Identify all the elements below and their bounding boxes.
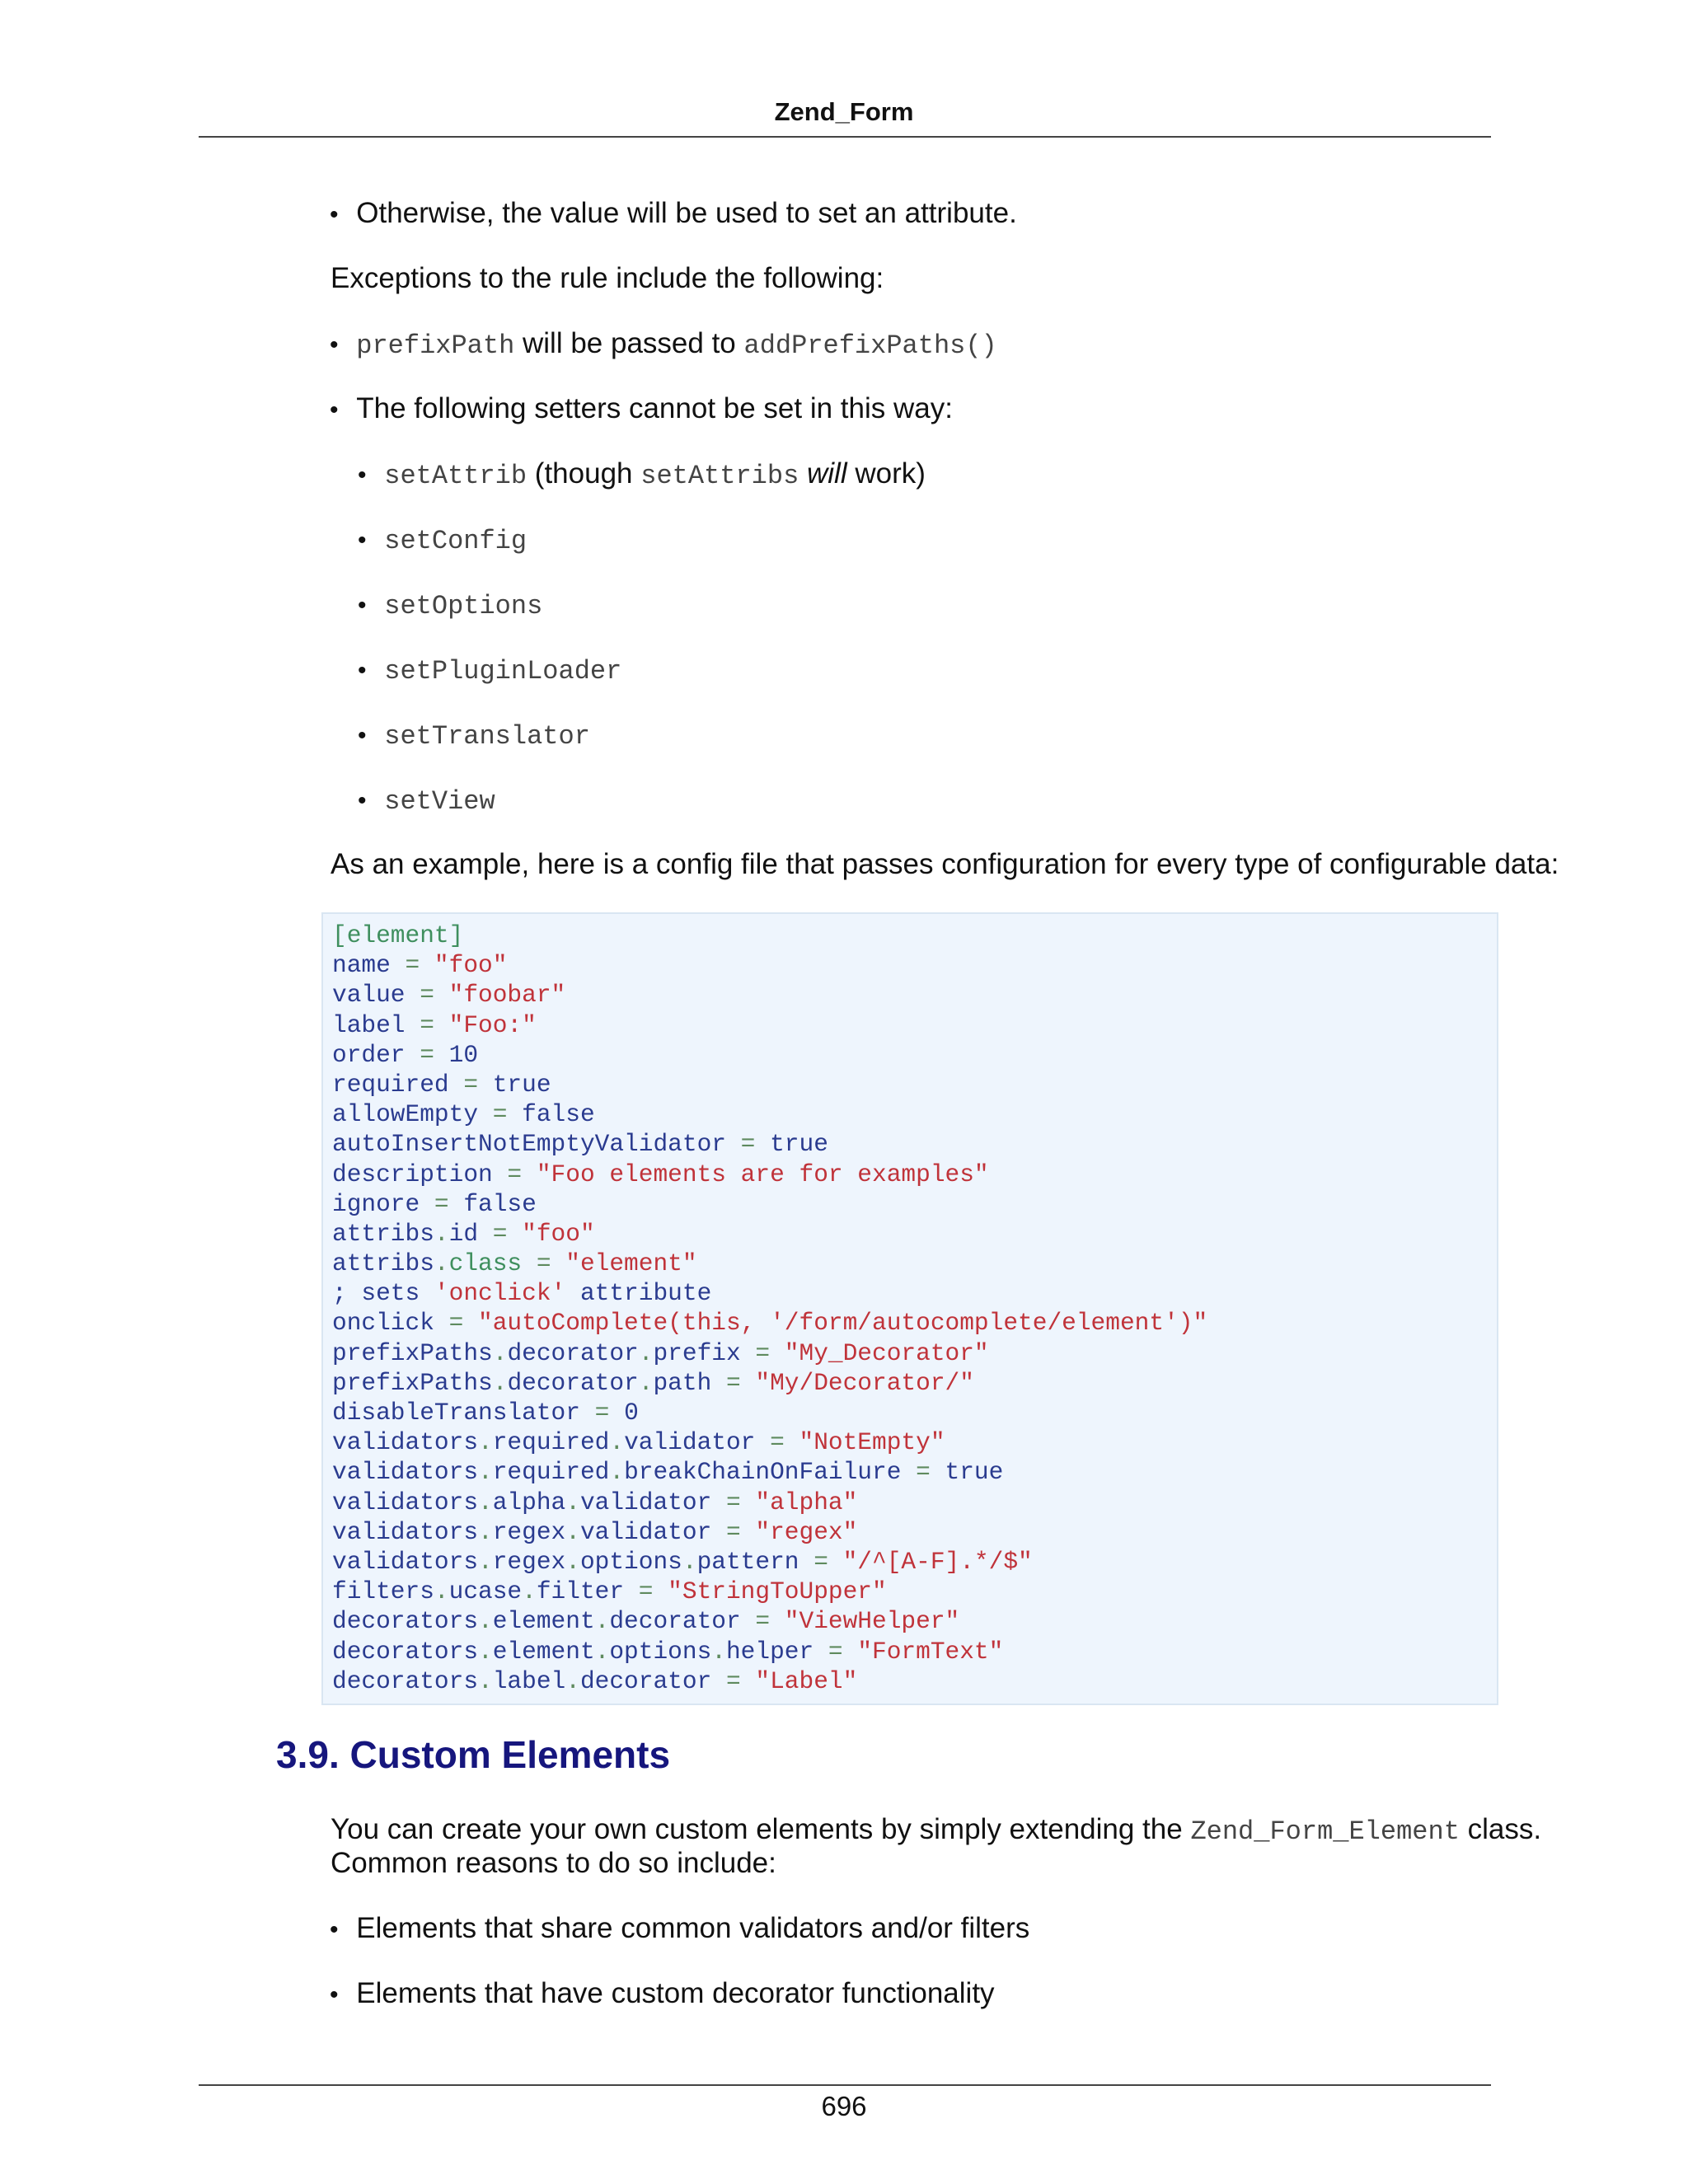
code-token-key: 0 <box>624 1399 639 1427</box>
code-token-key: validators <box>332 1458 479 1487</box>
code-token-sec: [element] <box>332 921 464 949</box>
code-token-key: attribs <box>332 1219 434 1248</box>
code-token-op: = <box>814 1637 858 1666</box>
code-token-str: "regex" <box>755 1517 858 1546</box>
exceptions-intro: Exceptions to the rule include the following: <box>331 262 884 294</box>
code-line <box>332 1517 1207 1547</box>
code-token-key: onclick <box>332 1309 434 1338</box>
code-token-key: validators <box>332 1428 479 1457</box>
code-token-key: validator <box>624 1428 756 1457</box>
code-token-key: required <box>492 1458 610 1487</box>
code-token-str: "foobar" <box>448 981 566 1010</box>
code-token-op: = <box>901 1458 945 1487</box>
bullet-text: Elements that have custom decorator functionality <box>356 1977 995 2009</box>
code-token-key: required <box>492 1428 610 1457</box>
bullet-text: The following setters cannot be set in this way: <box>356 392 953 424</box>
code-setattrib: setAttrib <box>384 461 528 491</box>
code-token-op: = <box>711 1488 756 1516</box>
code-token-key: allowEmpty <box>332 1100 479 1129</box>
code-token-key: element <box>492 1607 595 1636</box>
code-token-op: . <box>594 1637 610 1666</box>
code-token-key: true <box>492 1070 551 1099</box>
code-token-op: = <box>405 1040 449 1069</box>
code-setter: setConfig <box>384 526 528 556</box>
code-line <box>332 1427 1207 1457</box>
bullet-text: Elements that share common validators and/or filters <box>356 1912 1030 1944</box>
page-number: 696 <box>821 2091 867 2121</box>
code-token-key: decorator <box>507 1368 639 1397</box>
code-line <box>332 1547 1207 1577</box>
code-token-key: autoInsertNotEmptyValidator <box>332 1130 726 1159</box>
code-line <box>332 1488 1207 1517</box>
code-setter: setOptions <box>384 591 543 621</box>
code-token-key: breakChainOnFailure <box>624 1458 902 1487</box>
bullet-item-setters <box>330 391 953 428</box>
bullet-text-space <box>799 457 807 490</box>
code-line <box>332 921 1207 950</box>
bullet-marker: • <box>330 396 339 424</box>
bullet-text: (though <box>527 457 641 490</box>
code-token-key: decorators <box>332 1637 479 1666</box>
code-token-op: = <box>405 981 449 1010</box>
code-token-str: "NotEmpty" <box>799 1428 945 1457</box>
bullet-marker: • <box>330 331 339 359</box>
code-token-str: "Label" <box>755 1666 858 1695</box>
bullet-item-reason <box>330 1976 995 2013</box>
code-token-op: = <box>740 1338 785 1367</box>
code-token-key: description <box>332 1160 493 1188</box>
code-token-key: helper <box>725 1637 814 1666</box>
code-token-op: . <box>478 1666 493 1695</box>
code-token-key: prefix <box>653 1338 741 1367</box>
code-token-op: = <box>579 1399 625 1427</box>
code-setter: setTranslator <box>384 721 590 752</box>
code-token-str: "foo" <box>434 951 508 980</box>
code-line <box>332 1577 1207 1606</box>
bullet-text: work) <box>846 457 926 490</box>
code-token-op: = <box>711 1666 756 1695</box>
code-token-key: id <box>448 1219 479 1248</box>
nested-bullet-setter <box>358 652 621 689</box>
code-token-op: . <box>478 1428 493 1457</box>
code-token-op: . <box>609 1428 625 1457</box>
bullet-marker: • <box>358 787 367 814</box>
code-line <box>332 1249 1207 1278</box>
code-token-key: regex <box>492 1517 566 1546</box>
code-token-op: . <box>478 1547 493 1576</box>
bullet-marker: • <box>358 722 367 749</box>
code-token-key: validators <box>332 1547 479 1576</box>
nested-bullet-setattrib <box>358 457 926 494</box>
code-token-key: pattern <box>696 1547 799 1576</box>
code-token-str: "element" <box>565 1249 697 1278</box>
footer-rule <box>199 2084 1491 2086</box>
code-line <box>332 1666 1207 1696</box>
bullet-text: Otherwise, the value will be used to set an attribute. <box>356 197 1017 229</box>
code-token-op: = <box>725 1130 771 1159</box>
code-token-key: false <box>463 1189 537 1218</box>
code-token-key: decorator <box>507 1338 639 1367</box>
code-token-op: . <box>565 1666 580 1695</box>
code-setter: setView <box>384 786 495 817</box>
code-prefixpath: prefixPath <box>356 330 515 361</box>
code-token-str: "/^[A-F].*/$" <box>842 1547 1033 1576</box>
code-token-key: validator <box>579 1517 712 1546</box>
code-token-op: . <box>638 1368 654 1397</box>
code-token-op: . <box>492 1368 508 1397</box>
code-token-op: . <box>522 1577 537 1606</box>
code-token-key: ignore <box>332 1189 420 1218</box>
code-line <box>332 1338 1207 1368</box>
code-token-key: alpha <box>492 1488 566 1516</box>
code-token-key: filter <box>536 1577 625 1606</box>
code-token-str: "My/Decorator/" <box>755 1368 974 1397</box>
bullet-item <box>330 196 1017 232</box>
code-token-key: decorators <box>332 1607 479 1636</box>
code-token-op: . <box>711 1637 726 1666</box>
nested-bullet-setter <box>358 782 495 819</box>
code-token-str: "StringToUpper" <box>668 1577 887 1606</box>
code-line <box>332 1189 1207 1219</box>
code-token-op: = <box>755 1428 799 1457</box>
code-line <box>332 1070 1207 1099</box>
code-line <box>332 1160 1207 1189</box>
code-token-op: . <box>492 1338 508 1367</box>
code-token-key: disableTranslator <box>332 1399 580 1427</box>
code-token-key: 10 <box>448 1040 479 1069</box>
code-line <box>332 1219 1207 1249</box>
code-line <box>332 1457 1207 1487</box>
code-token-op: = <box>405 1010 449 1039</box>
code-token-str: "autoComplete(this, '/form/autocomplete/element')" <box>478 1309 1208 1338</box>
paragraph-text: class. <box>1459 1813 1542 1845</box>
code-token-op: . <box>478 1517 493 1546</box>
code-token-key: order <box>332 1040 406 1069</box>
code-line <box>332 1637 1207 1666</box>
code-token-key: name <box>332 951 391 980</box>
code-line <box>332 1040 1207 1070</box>
code-token-key: validators <box>332 1488 479 1516</box>
code-addprefixpaths: addPrefixPaths() <box>743 330 997 361</box>
bullet-text: will be passed to <box>514 327 744 359</box>
code-token-key: ucase <box>448 1577 523 1606</box>
code-line <box>332 1368 1207 1398</box>
code-token-op: = <box>478 1100 523 1129</box>
code-token-op: = <box>434 1309 479 1338</box>
code-token-key: decorator <box>609 1607 741 1636</box>
code-token-op: . <box>478 1637 493 1666</box>
code-token-str: "My_Decorator" <box>784 1338 989 1367</box>
code-token-key: label <box>332 1010 406 1039</box>
code-token-op: = <box>711 1368 756 1397</box>
code-token-op: = <box>478 1219 523 1248</box>
code-token-key: regex <box>492 1547 566 1576</box>
code-token-sec: class <box>448 1249 523 1278</box>
code-token-key: true <box>770 1130 828 1159</box>
code-token-op: . <box>682 1547 697 1576</box>
code-token-key: validators <box>332 1517 479 1546</box>
code-line <box>332 950 1207 980</box>
code-zend-form-element: Zend_Form_Element <box>1190 1816 1460 1847</box>
code-token-str: "FormText" <box>857 1637 1004 1666</box>
code-block <box>332 921 1207 1696</box>
code-line <box>332 1099 1207 1129</box>
code-token-op: . <box>638 1338 654 1367</box>
code-line <box>332 1010 1207 1040</box>
code-token-op: . <box>565 1488 580 1516</box>
code-token-key: decorator <box>579 1666 712 1695</box>
code-token-op: = <box>711 1517 756 1546</box>
bullet-marker: • <box>330 1981 339 2008</box>
code-token-key: false <box>522 1100 595 1129</box>
bullet-marker: • <box>358 592 367 619</box>
code-token-key: options <box>579 1547 682 1576</box>
nested-bullet-setter <box>358 717 590 754</box>
code-token-str: "Foo:" <box>448 1010 537 1039</box>
code-setattribs: setAttribs <box>640 461 799 491</box>
bullet-marker: • <box>358 462 367 489</box>
code-token-op: . <box>434 1577 449 1606</box>
code-token-op: = <box>740 1607 785 1636</box>
code-token-cmt: ; sets <box>332 1279 434 1308</box>
bullet-marker: • <box>330 201 339 228</box>
code-token-key: options <box>609 1637 712 1666</box>
bullet-marker: • <box>358 527 367 554</box>
code-token-op: . <box>609 1458 625 1487</box>
code-line <box>332 980 1207 1010</box>
bullet-marker: • <box>358 657 367 684</box>
nested-bullet-setter <box>358 522 527 559</box>
code-token-op: . <box>434 1249 449 1278</box>
bullet-item-reason <box>330 1911 1029 1947</box>
code-token-key: filters <box>332 1577 434 1606</box>
code-token-str: "alpha" <box>755 1488 858 1516</box>
code-token-str: "ViewHelper" <box>784 1607 960 1636</box>
code-token-op: = <box>448 1070 493 1099</box>
bullet-item-prefixpath <box>330 326 997 363</box>
header-rule <box>199 136 1491 138</box>
code-token-key: decorators <box>332 1666 479 1695</box>
code-token-op: . <box>478 1607 493 1636</box>
code-token-str: "Foo elements are for examples" <box>536 1160 989 1188</box>
code-line <box>332 1398 1207 1427</box>
code-token-str: 'onclick' <box>434 1279 566 1308</box>
code-setter: setPluginLoader <box>384 656 622 687</box>
code-token-op: . <box>565 1517 580 1546</box>
code-token-op: . <box>565 1547 580 1576</box>
code-token-key: attribs <box>332 1249 434 1278</box>
code-token-key: value <box>332 981 406 1010</box>
code-token-op: = <box>624 1577 668 1606</box>
code-token-key: true <box>945 1458 1004 1487</box>
section-heading: 3.9. Custom Elements <box>276 1733 671 1776</box>
code-token-key: validator <box>579 1488 712 1516</box>
code-token-op: = <box>492 1160 537 1188</box>
code-token-key: prefixPaths <box>332 1368 493 1397</box>
code-token-key: required <box>332 1070 449 1099</box>
nested-bullet-setter <box>358 587 542 624</box>
code-token-key: element <box>492 1637 595 1666</box>
code-line <box>332 1278 1207 1308</box>
code-token-op: . <box>478 1458 493 1487</box>
code-line <box>332 1308 1207 1338</box>
bullet-marker: • <box>330 1916 339 1943</box>
code-token-key: label <box>492 1666 566 1695</box>
code-listing <box>321 912 1498 1705</box>
code-token-op: . <box>434 1219 449 1248</box>
code-token-op: = <box>420 1189 464 1218</box>
emphasis-will: will <box>807 457 847 490</box>
code-line <box>332 1606 1207 1636</box>
code-token-op: = <box>799 1547 843 1576</box>
code-token-op: = <box>390 951 434 980</box>
code-token-cmt: attribute <box>565 1279 712 1308</box>
code-token-key: path <box>653 1368 712 1397</box>
running-header-title: Zend_Form <box>774 97 914 126</box>
paragraph-text: You can create your own custom elements by simply extending the <box>331 1813 1191 1845</box>
code-token-op: . <box>478 1488 493 1516</box>
custom-intro-line1 <box>331 1812 1541 1849</box>
code-token-str: "foo" <box>522 1219 595 1248</box>
example-intro: As an example, here is a config file that passes configuration for every type of configurable data: <box>331 848 1559 880</box>
code-token-key: prefixPaths <box>332 1338 493 1367</box>
code-token-op: . <box>594 1607 610 1636</box>
custom-intro-line2: Common reasons to do so include: <box>331 1847 776 1879</box>
code-token-op: = <box>522 1249 566 1278</box>
code-line <box>332 1129 1207 1159</box>
